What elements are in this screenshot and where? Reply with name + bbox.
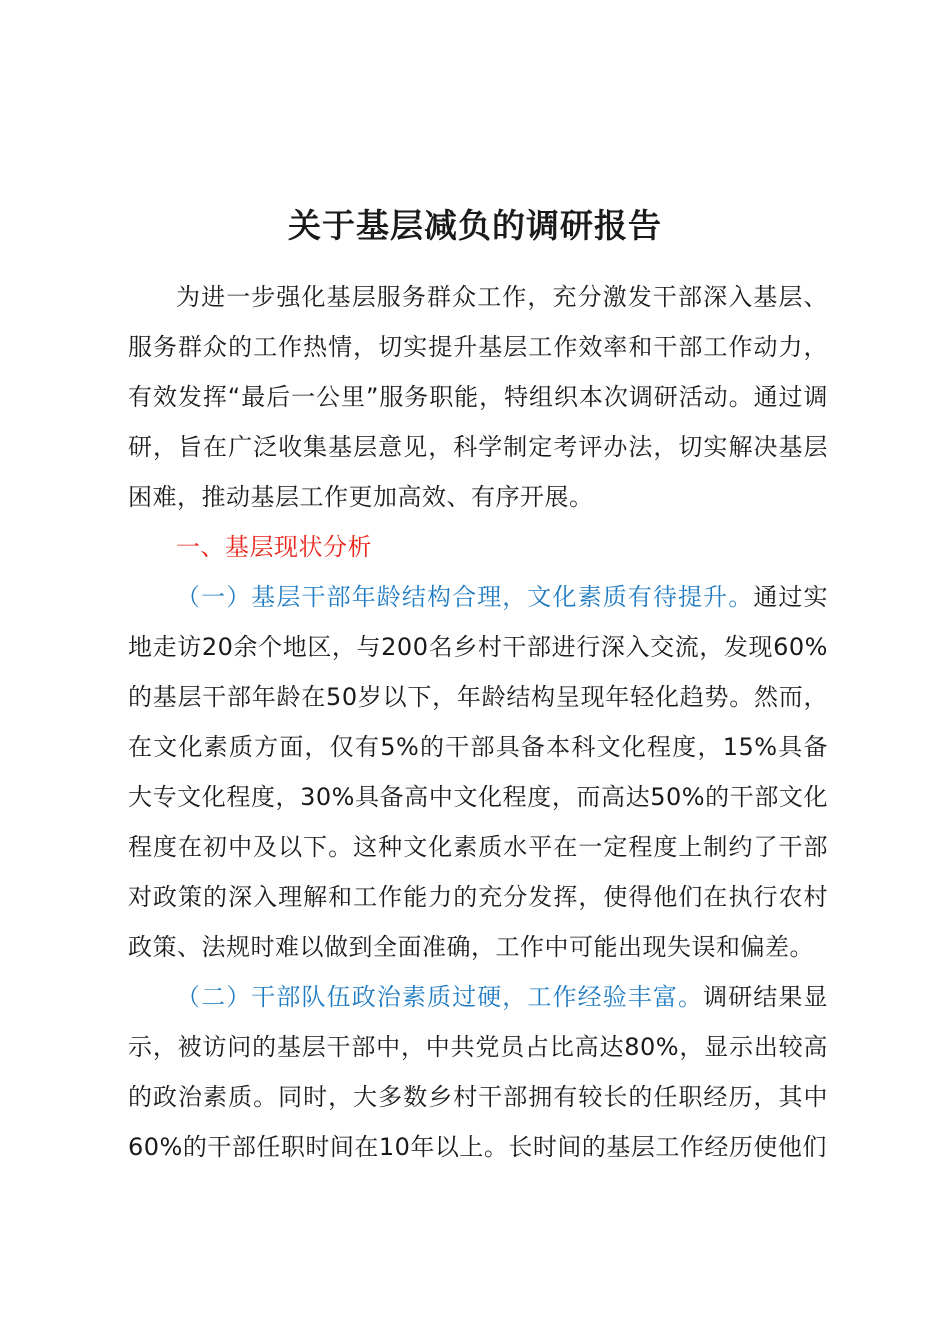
subsection-1-body: 通过实地走访20余个地区，与200名乡村干部进行深入交流，发现60%的基层干部年龄在50岁以下，年龄结构呈现年轻化趋势。然而，在文化素质方面，仅有5%的干部具备本科文化程度，15%具备大专文化程度，30%具备高中文化程度，而高达50%的干部文化程度在初中及以下。这种文化素质水平在一定程度上制约了干部对政策的深入理解和工作能力的充分发挥，使得他们在执行农村政策、法规时难以做到全面准确，工作中可能出现失误和偏差。 xyxy=(128,583,829,961)
subsection-1-paragraph xyxy=(128,572,828,972)
subsection-2-heading: （二）干部队伍政治素质过硬，工作经验丰富。 xyxy=(176,983,704,1011)
subsection-2-paragraph xyxy=(128,972,828,1172)
subsection-2-body: 调研结果显示，被访问的基层干部中，中共党员占比高达80%，显示出较高的政治素质。同时，大多数乡村干部拥有较长的任职经历，其中60%的干部任职时间在10年以上。长时间的基层工作经历使他们 xyxy=(128,983,829,1161)
document-body xyxy=(128,272,828,1172)
section-heading xyxy=(128,522,828,572)
intro-paragraph: 为进一步强化基层服务群众工作，充分激发干部深入基层、服务群众的工作热情，切实提升基层工作效率和干部工作动力，有效发挥“最后一公里”服务职能，特组织本次调研活动。通过调研，旨在广泛收集基层意见，科学制定考评办法，切实解决基层困难，推动基层工作更加高效、有序开展。 xyxy=(128,283,828,511)
document-title: 关于基层减负的调研报告 xyxy=(288,206,662,245)
subsection-1-heading: （一）基层干部年龄结构合理，文化素质有待提升。 xyxy=(176,583,754,611)
section-heading-text: 一、基层现状分析 xyxy=(176,533,372,561)
